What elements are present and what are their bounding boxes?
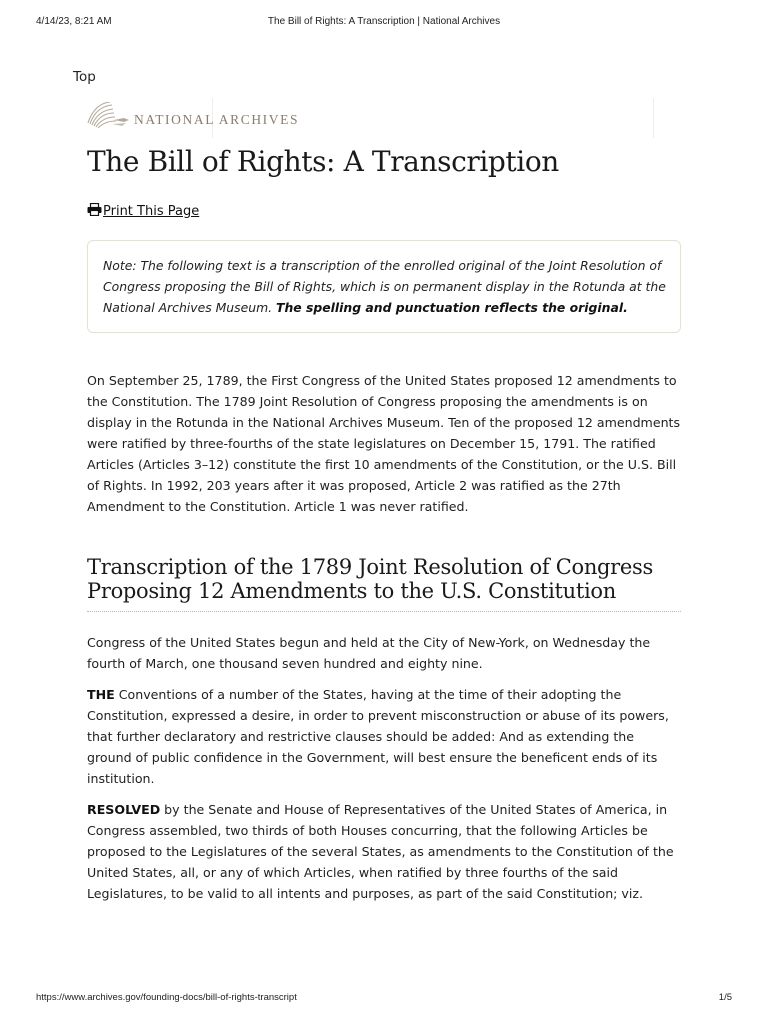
- conventions-paragraph: [87, 684, 681, 789]
- resolved-lead: RESOLVED: [87, 802, 161, 817]
- print-page-label: Print This Page: [103, 203, 200, 219]
- transcription-note: [87, 240, 681, 333]
- printer-icon: [87, 203, 102, 220]
- note-text: Note: The following text is a transcription of the enrolled original of the Joint Resolution of Congress proposing the Bill of Rights, which is on permanent display in the Rotunda at the National Archives Museum.: [103, 258, 666, 315]
- print-row: [87, 201, 681, 221]
- top-link[interactable]: Top: [73, 69, 96, 85]
- note-emphasis: The spelling and punctuation reflects the original.: [276, 300, 628, 315]
- resolved-paragraph: [87, 799, 681, 904]
- print-datetime: 4/14/23, 8:21 AM: [36, 16, 112, 27]
- resolved-text: by the Senate and House of Representatives of the United States of America, in Congress assembled, two thirds of both Houses concurring, that the following Articles be proposed to the Legislatures of the several States, as amendments to the Constitution of the United States, all, or any of which Articles, when ratified by three fourths of the said Legislatures, to be valid to all intents and purposes, as part of the said Constitution; viz.: [87, 802, 674, 901]
- national-archives-logo[interactable]: [86, 100, 299, 134]
- conventions-lead: THE: [87, 687, 115, 702]
- page-title: The Bill of Rights: A Transcription: [87, 145, 559, 178]
- logo-wordmark: NATIONAL ARCHIVES: [134, 112, 300, 127]
- section-title: Transcription of the 1789 Joint Resolution of Congress Proposing 12 Amendments to the U.S. Constitution: [87, 556, 681, 612]
- print-header: [36, 16, 732, 30]
- print-url: https://www.archives.gov/founding-docs/bill-of-rights-transcript: [36, 992, 297, 1003]
- intro-paragraph: On September 25, 1789, the First Congress of the United States proposed 12 amendments to the Constitution. The 1789 Joint Resolution of Congress proposing the amendments is on display in the Rotunda in the National Archives Museum. Ten of the proposed 12 amendments were ratified by three-fourths of the state legislatures on December 15, 1791. The ratified Articles (Articles 3–12) constitute the first 10 amendments of the Constitution, or the U.S. Bill of Rights. In 1992, 203 years after it was proposed, Article 2 was ratified as the 27th Amendment to the Constitution. Article 1 was never ratified.: [87, 373, 681, 514]
- main-content: [87, 140, 681, 904]
- print-footer: [36, 992, 732, 1006]
- print-page-link[interactable]: [87, 203, 199, 220]
- page-counter: 1/5: [718, 992, 732, 1003]
- eagle-logo-icon: [86, 102, 130, 132]
- print-doc-title: The Bill of Rights: A Transcription | National Archives: [267, 16, 501, 27]
- preamble-paragraph: Congress of the United States begun and held at the City of New-York, on Wednesday the fourth of March, one thousand seven hundred and eighty nine.: [87, 635, 651, 671]
- conventions-text: Conventions of a number of the States, having at the time of their adopting the Constitution, expressed a desire, in order to prevent misconstruction or abuse of its powers, that further declaratory and restrictive clauses should be added: And as extending the ground of public confidence in the Government, will best ensure the beneficent ends of its institution.: [87, 687, 669, 786]
